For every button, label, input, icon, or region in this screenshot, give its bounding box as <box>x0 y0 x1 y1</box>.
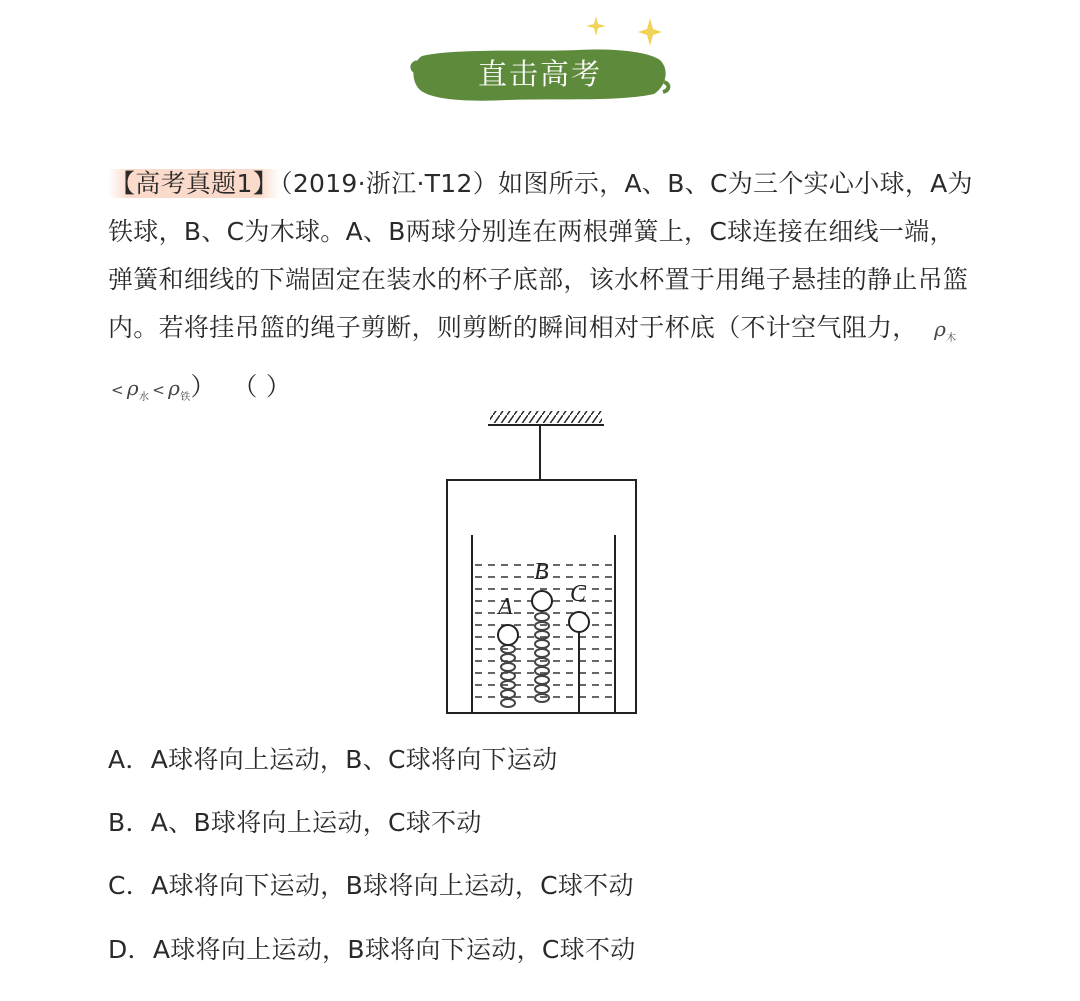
close-paren: ） <box>190 372 216 401</box>
banner-title: 直击高考 <box>477 57 602 91</box>
option-text: A球将向下运动，B球将向上运动，C球不动 <box>151 871 634 900</box>
ceiling-support <box>488 411 604 425</box>
density-relation: $\rho_木< \rho_水 < \rho_铁$ <box>111 317 957 403</box>
option-letter: B． <box>108 808 151 837</box>
question-body: 如图所示，A、B、C为三个实心小球，A为铁球，B、C为木球。A、B两球分别连在两根弹簧上，C球连接在细线一端，弹簧和细线的下端固定在装水的杯子底部，该水杯置于用绳子悬挂的静止吊篮内。若将挂吊篮的绳子剪断，则剪断的瞬间相对于杯底（不计空气阻力， <box>108 169 973 342</box>
option-letter: C． <box>108 871 152 900</box>
question-text <box>108 160 978 422</box>
label-c: C <box>570 581 587 607</box>
sparkle-icon <box>582 12 662 52</box>
option-a[interactable] <box>108 743 558 777</box>
question-source: （2019·浙江·T12） <box>280 169 499 198</box>
ball-c <box>569 612 589 632</box>
option-text: A、B球将向上运动，C球不动 <box>150 808 482 837</box>
question-tag: 【高考真题1】 <box>110 169 279 198</box>
physics-diagram <box>430 405 650 720</box>
option-b[interactable] <box>108 806 482 840</box>
option-letter: A． <box>108 745 151 774</box>
ball-b <box>532 591 552 611</box>
ball-a <box>498 625 518 645</box>
label-b: B <box>534 559 549 585</box>
option-c[interactable] <box>108 869 634 903</box>
label-a: A <box>498 594 513 620</box>
option-text: A球将向上运动，B、C球将向下运动 <box>150 745 558 774</box>
option-d[interactable] <box>108 933 636 967</box>
spring-a <box>501 645 515 707</box>
option-text: A球将向上运动，B球将向下运动，C球不动 <box>152 935 636 964</box>
answer-blank: （ ） <box>232 372 292 401</box>
spring-b <box>535 613 549 702</box>
option-letter: D． <box>108 935 153 964</box>
